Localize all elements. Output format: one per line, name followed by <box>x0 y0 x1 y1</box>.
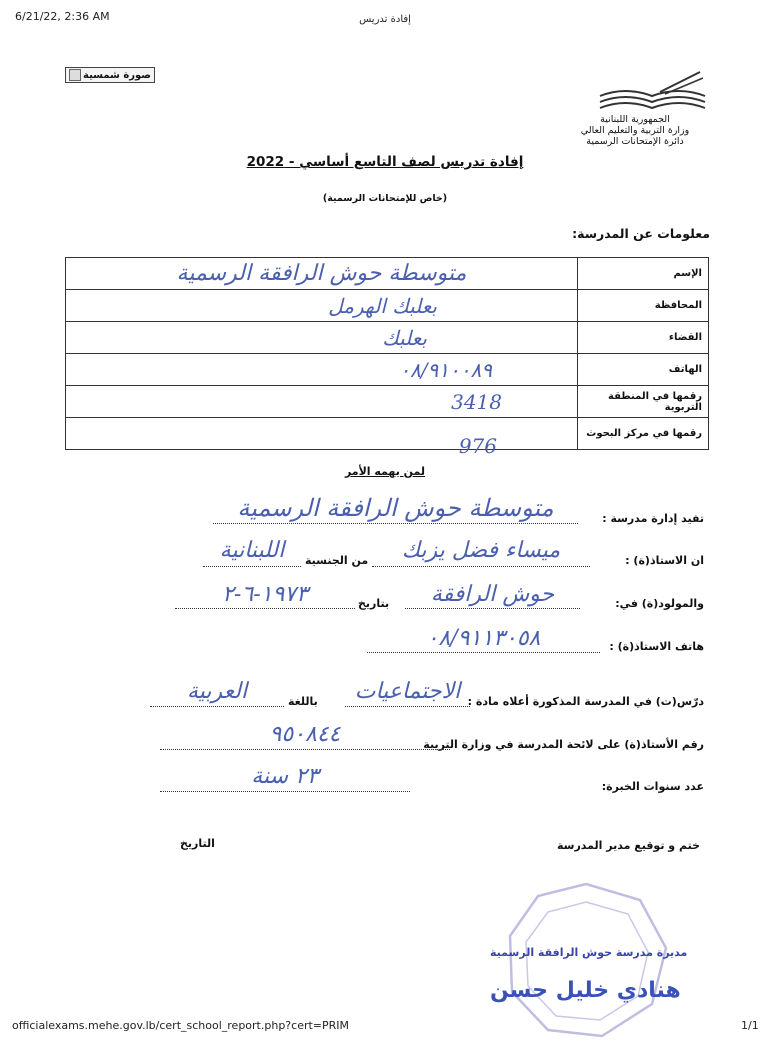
experience-line <box>160 790 410 792</box>
print-page-title: إفادة تدريس <box>359 14 411 25</box>
language-value: العربية <box>186 679 248 704</box>
date-label: بتاريخ <box>358 597 390 610</box>
teacher-phone-value: ٠٨/٩١١٣٠٥٨ <box>426 626 541 651</box>
stamp-line-1: مديرة مدرسة حوش الرافقة الرسمية <box>490 946 688 959</box>
page-title: إفادة تدريس لصف التاسع أساسي - 2022 <box>246 154 524 170</box>
ministry-number-value: ٩٥٠٨٤٤ <box>269 722 341 747</box>
page-subtitle: (خاص للإمتحانات الرسمية) <box>322 193 448 204</box>
taught-label: درّس(ت) في المدرسة المذكورة أعلاه مادة : <box>467 695 704 708</box>
ministry-line-1: الجمهورية اللبنانية <box>600 114 670 125</box>
teacher-label: ان الاستاذ(ة) : <box>625 554 704 567</box>
nationality-line <box>203 565 301 567</box>
signature-label: ختم و توقيع مدير المدرسة <box>556 839 700 852</box>
born-label: والمولود(ة) في: <box>615 597 704 610</box>
school-admin-label: تفيد إدارة مدرسة : <box>602 512 704 525</box>
teacher-phone-line <box>367 651 600 653</box>
print-page-number: 1/1 <box>741 1019 759 1032</box>
ministry-header <box>560 114 710 147</box>
born-place-line <box>405 607 580 609</box>
photo-placeholder <box>65 67 155 83</box>
school-name-label: الإسم <box>578 258 709 290</box>
stamp-signature: هنادي خليل حسن <box>490 978 681 1003</box>
school-stamp-icon <box>502 880 670 1040</box>
table-row <box>66 322 709 354</box>
born-place-value: حوش الرافقة <box>430 582 555 607</box>
birth-date-value: ١٩٧٣-٦-٢ <box>222 582 308 607</box>
teacher-value: ميساء فضل يزبك <box>401 538 561 563</box>
school-section-title: معلومات عن المدرسة: <box>572 226 710 241</box>
teacher-line <box>372 565 590 567</box>
experience-label: عدد سنوات الخبرة: <box>601 780 704 793</box>
school-admin-value: متوسطة حوش الرافقة الرسمية <box>237 494 554 522</box>
to-whom-heading: لمن يهمه الأمر <box>344 465 426 478</box>
regional-number-value: 3418 <box>66 386 578 418</box>
table-row <box>66 418 709 450</box>
birth-date-line <box>175 607 355 609</box>
research-number-value: 976 <box>66 418 578 450</box>
print-url: officialexams.mehe.gov.lb/cert_school_report.php?cert=PRIM <box>12 1019 350 1032</box>
taught-subject-value: الاجتماعيات <box>354 679 461 704</box>
broken-image-icon <box>69 69 81 81</box>
phone-value: ٠٨/٩١٠٠٨٩ <box>66 354 578 386</box>
experience-value: ٢٣ سنة <box>251 764 319 789</box>
school-info-table <box>65 257 709 458</box>
ministry-number-line <box>160 748 450 750</box>
date-sign-label: التاريخ <box>180 837 215 850</box>
research-number-label: رقمها في مركز البحوث <box>578 418 709 450</box>
nationality-value: اللبنانية <box>219 538 285 563</box>
language-label: باللغة <box>288 695 318 708</box>
ministry-line-3: دائرة الإمتحانات الرسمية <box>586 136 684 147</box>
ministry-number-label: رقم الأستاذ(ة) على لائحة المدرسة في وزارة التربية <box>423 738 704 751</box>
governorate-value: بعلبك الهرمل <box>66 290 578 322</box>
ministry-logo-icon <box>595 68 710 110</box>
table-row <box>66 354 709 386</box>
table-row <box>66 290 709 322</box>
taught-subject-line <box>345 705 470 707</box>
ministry-line-2: وزارة التربية والتعليم العالي <box>580 125 690 136</box>
district-value: بعلبك <box>66 322 578 354</box>
teacher-phone-label: هاتف الاستاذ(ة) : <box>609 640 704 653</box>
table-row <box>66 386 709 418</box>
phone-label: الهاتف <box>578 354 709 386</box>
nationality-label: من الجنسية <box>305 554 369 567</box>
school-admin-line <box>213 522 578 524</box>
table-row <box>66 258 709 290</box>
photo-label: صورة شمسية <box>83 69 151 81</box>
regional-number-label: رقمها في المنطقة التربوية <box>578 386 709 418</box>
language-line <box>150 705 284 707</box>
print-datetime: 6/21/22, 2:36 AM <box>15 10 110 23</box>
governorate-label: المحافظة <box>578 290 709 322</box>
district-label: القضاء <box>578 322 709 354</box>
school-name-value: متوسطة حوش الرافقة الرسمية <box>66 258 578 290</box>
